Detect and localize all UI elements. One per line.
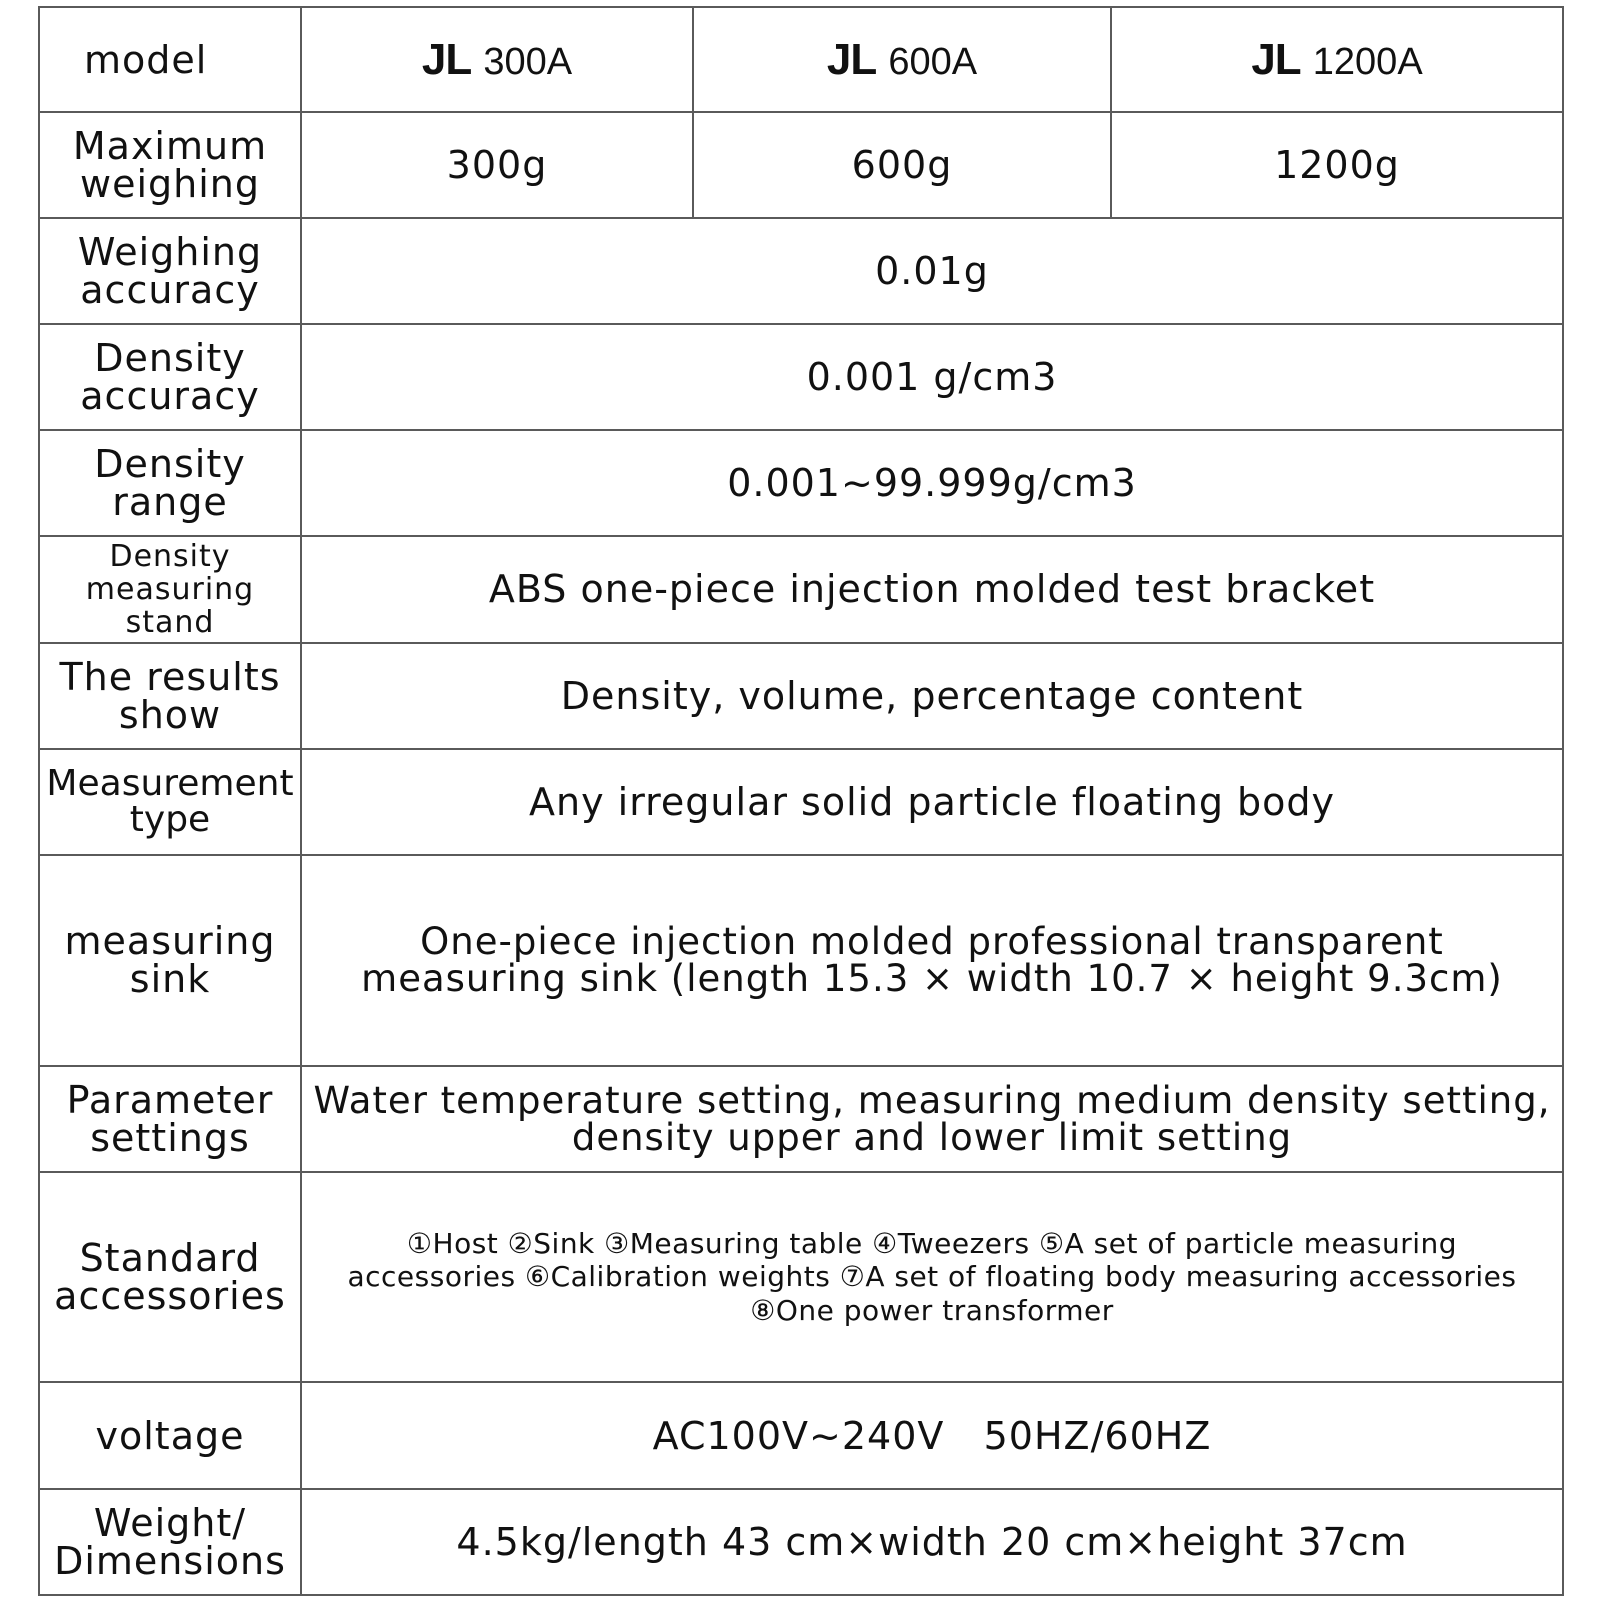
row-measuring-stand bbox=[39, 536, 1563, 642]
label-line: Density bbox=[94, 442, 246, 487]
row-measuring-sink bbox=[39, 855, 1563, 1066]
spec-table bbox=[38, 6, 1564, 1596]
measurement-type-value: Any irregular solid particle floating body bbox=[301, 749, 1563, 855]
value-line: One-piece injection molded professional transparent bbox=[420, 920, 1444, 964]
model-number: 1200A bbox=[1312, 40, 1423, 83]
value-line: Water temperature setting, measuring medium density setting, bbox=[313, 1078, 1551, 1122]
value-line: ⑧One power transformer bbox=[750, 1293, 1114, 1327]
row-results-show bbox=[39, 643, 1563, 749]
standard-accessories-value bbox=[301, 1172, 1563, 1383]
results-show-value: Density, volume, percentage content bbox=[301, 643, 1563, 749]
label-line: sink bbox=[129, 957, 211, 1002]
row-density-range bbox=[39, 430, 1563, 536]
label-line: range bbox=[112, 480, 228, 525]
row-measurement-type bbox=[39, 749, 1563, 855]
parameter-settings-label bbox=[39, 1066, 301, 1172]
label-line: accuracy bbox=[80, 267, 260, 312]
label-line: stand bbox=[125, 604, 215, 640]
density-range-value: 0.001~99.999g/cm3 bbox=[301, 430, 1563, 536]
label-line: type bbox=[129, 798, 211, 840]
value-line: ①Host ②Sink ③Measuring table ④Tweezers ⑤A set of particle measuring bbox=[406, 1226, 1458, 1260]
row-max-weighing bbox=[39, 112, 1563, 217]
model-prefix: JL bbox=[826, 34, 877, 84]
value-line: measuring sink (length 15.3 × width 10.7 × height 9.3cm) bbox=[361, 957, 1503, 1001]
label-line: Weighing bbox=[77, 229, 263, 274]
label-line: measuring bbox=[64, 919, 276, 964]
density-range-label bbox=[39, 430, 301, 536]
standard-accessories-label bbox=[39, 1172, 301, 1383]
row-voltage bbox=[39, 1382, 1563, 1488]
measuring-sink-label bbox=[39, 855, 301, 1066]
weight-dimensions-value: 4.5kg/length 43 cm×width 20 cm×height 37cm bbox=[301, 1489, 1563, 1595]
label-line: Maximum bbox=[72, 123, 268, 168]
label-line: show bbox=[118, 692, 222, 737]
voltage-value: AC100V~240V 50HZ/60HZ bbox=[301, 1382, 1563, 1488]
label-line: Dimensions bbox=[54, 1538, 286, 1583]
row-weighing-accuracy bbox=[39, 218, 1563, 324]
row-model bbox=[39, 7, 1563, 112]
model-prefix: JL bbox=[1251, 34, 1301, 84]
label-line: accessories bbox=[54, 1274, 286, 1319]
row-standard-accessories bbox=[39, 1172, 1563, 1383]
results-show-label bbox=[39, 643, 301, 749]
label-line: Measurement bbox=[46, 762, 294, 804]
density-accuracy-label bbox=[39, 324, 301, 430]
measurement-type-label bbox=[39, 749, 301, 855]
model-label: model bbox=[39, 7, 301, 112]
label-line: settings bbox=[90, 1115, 250, 1160]
model-jl1200a bbox=[1111, 7, 1563, 112]
weighing-accuracy-label bbox=[39, 218, 301, 324]
model-jl300a bbox=[301, 7, 693, 112]
model-number: 300A bbox=[483, 40, 573, 83]
label-line: accuracy bbox=[80, 373, 260, 418]
model-jl600a bbox=[693, 7, 1111, 112]
label-line: measuring bbox=[85, 571, 255, 607]
value-line: density upper and lower limit setting bbox=[571, 1115, 1293, 1159]
measuring-stand-value: ABS one-piece injection molded test bracket bbox=[301, 536, 1563, 642]
parameter-settings-value bbox=[301, 1066, 1563, 1172]
label-line: Parameter bbox=[66, 1077, 274, 1122]
label-line: Density bbox=[94, 335, 246, 380]
label-line: Weight/ bbox=[93, 1500, 247, 1545]
max-weighing-300a: 300g bbox=[301, 112, 693, 217]
density-accuracy-value: 0.001 g/cm3 bbox=[301, 324, 1563, 430]
max-weighing-1200a: 1200g bbox=[1111, 112, 1563, 217]
row-parameter-settings bbox=[39, 1066, 1563, 1172]
voltage-label: voltage bbox=[39, 1382, 301, 1488]
value-line: accessories ⑥Calibration weights ⑦A set of floating body measuring accessories bbox=[347, 1260, 1517, 1294]
row-density-accuracy bbox=[39, 324, 1563, 430]
label-line: Density bbox=[109, 538, 231, 574]
weighing-accuracy-value: 0.01g bbox=[301, 218, 1563, 324]
measuring-stand-label bbox=[39, 536, 301, 642]
model-prefix: JL bbox=[421, 34, 472, 84]
label-line: weighing bbox=[80, 161, 260, 206]
label-line: The results bbox=[59, 654, 281, 699]
measuring-sink-value bbox=[301, 855, 1563, 1066]
model-number: 600A bbox=[888, 40, 978, 83]
max-weighing-600a: 600g bbox=[693, 112, 1111, 217]
label-line: Standard bbox=[79, 1236, 261, 1281]
weight-dimensions-label bbox=[39, 1489, 301, 1595]
row-weight-dimensions bbox=[39, 1489, 1563, 1595]
max-weighing-label bbox=[39, 112, 301, 217]
